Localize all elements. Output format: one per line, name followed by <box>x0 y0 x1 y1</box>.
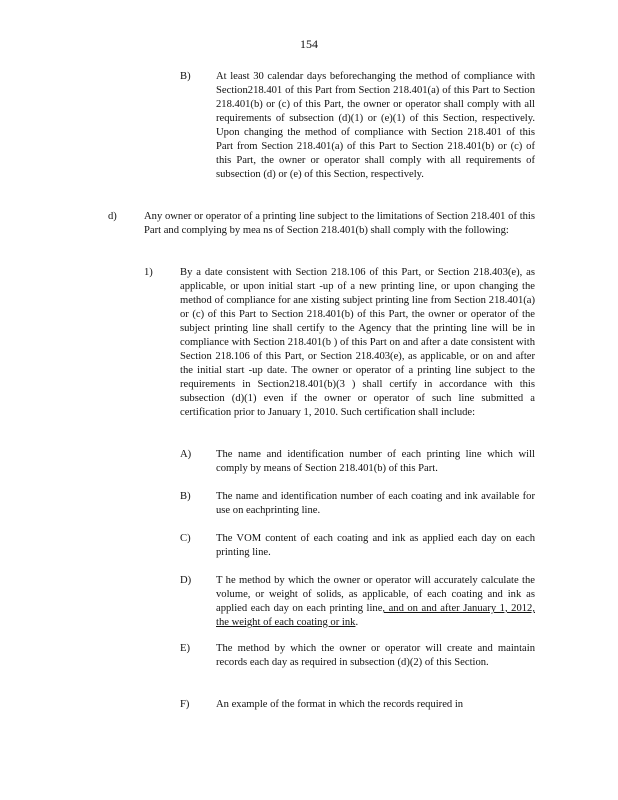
item-d-text <box>216 574 535 630</box>
subsection-b-previous-text: At least 30 calendar days beforechanging the method of compliance with Section218.401 of this Part from Section 218.401(a) of this Part to Section 218.401(b) or (c) of this Part, the owner or operator shall comply with all requirements of subsection (d)(1) or (e)(1) of this Section, respectively. Upon changing the method of compliance with Section 218.401 of this Part from Section 218.401(a) of this Part to Section 218.401(b) or (c) of this Part, the owner or operator shall comply with all requirements of subsection (d) or (e) of this Section, respectively. <box>216 71 535 180</box>
item-a-text: The name and identification number of each printing line which will comply by means of Section 218.401(b) of this Part. <box>216 449 535 474</box>
item-d-inserted-text: , and on and after January 1, 2012, the weight of each coating or ink <box>216 603 535 628</box>
item-f-marker: F) <box>180 699 190 710</box>
item-c-text: The VOM content of each coating and ink as applied each day on each printing line. <box>216 533 535 558</box>
item-d-end: . <box>355 617 359 628</box>
subsection-b-previous-marker: B) <box>180 71 191 82</box>
item-d-main-text: T he method by which the owner or operator will accurately calculate the volume, or weight of solids, as applicable, of each coating and ink as applied each day on each printing line <box>216 575 535 614</box>
item-a <box>216 448 535 476</box>
item-f <box>216 698 535 712</box>
item-c-marker: C) <box>180 533 191 544</box>
subsection-d-marker: d) <box>108 211 117 222</box>
subsection-d1-text: By a date consistent with Section 218.106 of this Part, or Section 218.403(e), as applicable, or upon initial start -up of a new printing line, or upon changing the method of compliance for ane xisting subject printing line from Section 218.401(a) or (c) of this Part to Section 218.401(b) of this Part, the owner or operator of the subject printing line shall certify to the Agency that the printing line will be in compliance with Section 218.401(b ) of this Part on and after a date consistent with Section 218.106 of this Part, or Section 218.403(e), as applicable, or on and after the initial start -up date. The owner or operator of a printing line subject to the requirements in Section218.401(b)(3 ) shall certify in accordance with this subsection (d)(1) even if the owner or operator of such line submitted a certification prior to January 1, 2010. Such certification shall include: <box>180 267 535 418</box>
subsection-d <box>144 210 535 238</box>
page-number: 154 <box>300 37 318 51</box>
item-a-marker: A) <box>180 449 192 460</box>
item-e <box>216 642 535 670</box>
item-d-marker: D) <box>180 575 192 586</box>
subsection-d1-marker: 1) <box>144 267 153 278</box>
item-b-text: The name and identification number of each coating and ink available for use on eachprinting line. <box>216 491 535 516</box>
item-e-marker: E) <box>180 643 190 654</box>
item-f-text: An example of the format in which the records required in <box>216 699 464 710</box>
item-e-text: The method by which the owner or operator will create and maintain records each day as required in subsection (d)(2) of this Section. <box>216 643 535 668</box>
item-d <box>216 574 535 630</box>
subsection-b-previous <box>216 70 535 182</box>
item-c <box>216 532 535 560</box>
item-b-marker: B) <box>180 491 191 502</box>
item-b <box>216 490 535 518</box>
subsection-d-text: Any owner or operator of a printing line subject to the limitations of Section 218.401 of this Part and complying by mea ns of Section 218.401(b) shall comply with the following: <box>144 211 535 236</box>
subsection-d1 <box>180 266 535 420</box>
